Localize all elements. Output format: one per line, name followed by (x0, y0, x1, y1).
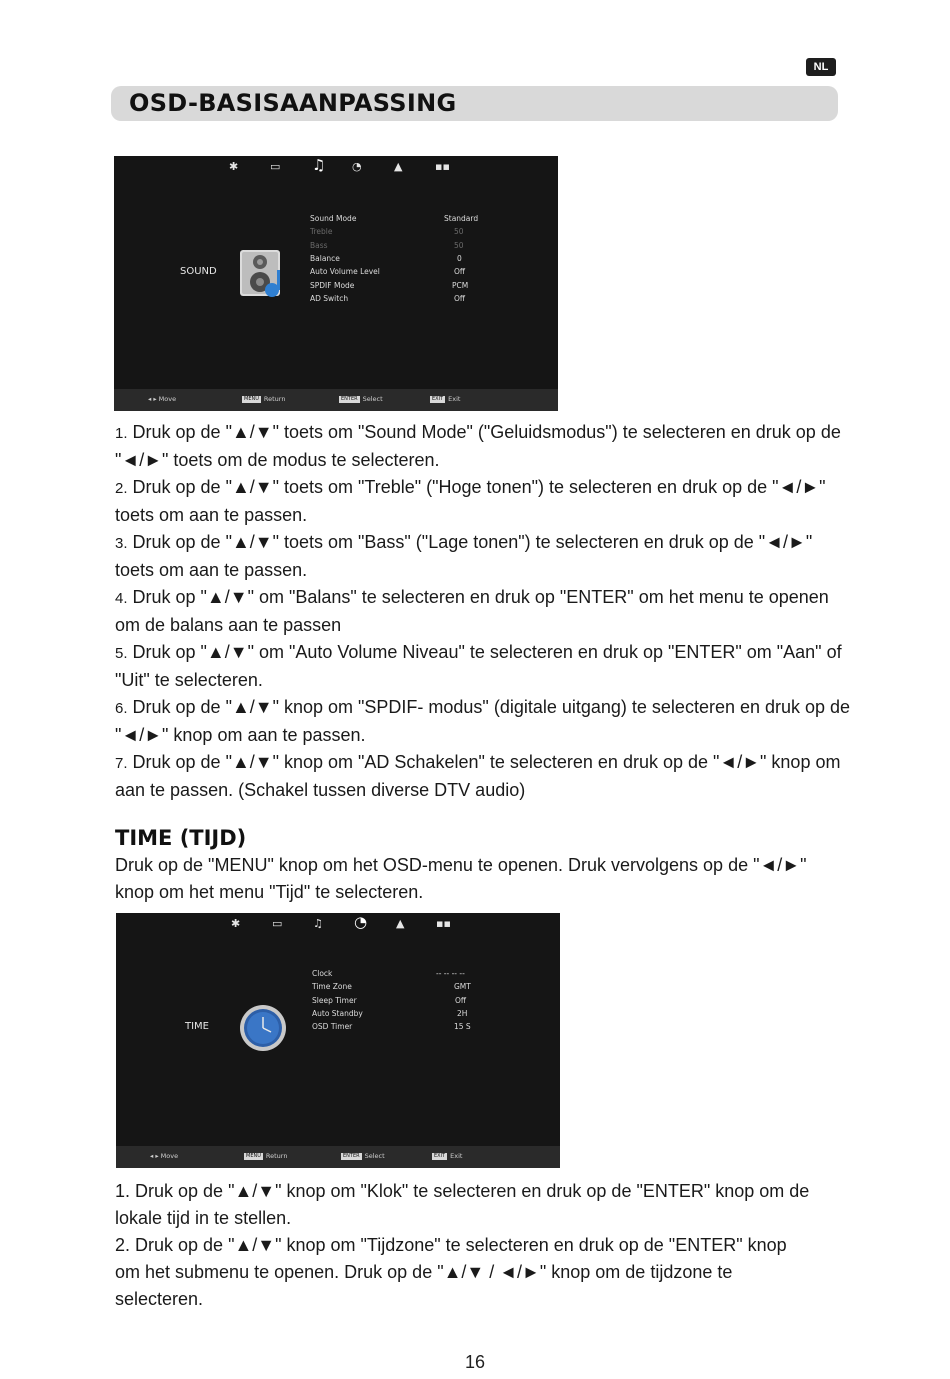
screen-icon: ▭ (272, 917, 283, 930)
menu-row-clock[interactable] (116, 969, 560, 982)
instruction-step: 2. Druk op de "▲/▼" knop om "Tijdzone" te selecteren en druk op de "ENTER" knop om het submenu te openen. Druk op de "▲/▼ / ◄/►" knop om de tijdzone te selecteren. (115, 1235, 787, 1309)
time-section-intro: Druk op de "MENU" knop om het OSD-menu te openen. Druk vervolgens op de "◄/►" knop om het menu "Tijd" te selecteren. (115, 855, 807, 902)
row-label: OSD Timer (312, 1022, 353, 1031)
row-value: 50 (454, 241, 464, 250)
osd-tab-bar (116, 913, 560, 935)
row-value: -- -- -- -- (436, 969, 465, 978)
menu-row-balance[interactable] (114, 254, 558, 267)
hint-select: ENTER Select (341, 395, 383, 403)
hint-move: ◂ ▸ Move (150, 1152, 179, 1160)
hint-return: MENU Return (246, 1152, 288, 1160)
language-badge: NL (806, 58, 836, 76)
picture-icon: ✱ (229, 160, 239, 173)
instruction-step: 4. Druk op "▲/▼" om "Balans" te selecteren en druk op "ENTER" om het menu te openen om de balans aan te passen (115, 587, 829, 635)
instruction-step: 1. Druk op de "▲/▼" knop om "Klok" te selecteren en druk op de "ENTER" knop om de lokale tijd in te stellen. (115, 1181, 810, 1228)
instruction-step: 6. Druk op de "▲/▼" knop om "SPDIF- modus" (digitale uitgang) te selecteren en druk op de "◄/►" knop om aan te passen. (115, 697, 851, 745)
hint-exit: EXIT Exit (432, 395, 461, 403)
row-label: Sound Mode (310, 214, 357, 223)
row-value: GMT (454, 982, 471, 991)
apps-grid-icon: ▪▪ (435, 160, 450, 173)
row-value: Standard (444, 214, 479, 223)
hint-select: ENTER Select (343, 1152, 385, 1160)
row-value: 50 (454, 227, 464, 236)
row-label: Auto Volume Level (310, 267, 380, 276)
osd-menu-name: SOUND (180, 266, 217, 277)
enter-key-icon: ENTER (341, 395, 358, 402)
row-label: Auto Standby (312, 1009, 363, 1018)
row-label: Bass (310, 241, 328, 250)
section-title-bar (111, 86, 838, 121)
page-title: OSD-BASISAANPASSING (129, 89, 457, 117)
instruction-step: 5. Druk op "▲/▼" om "Auto Volume Niveau" te selecteren en druk op "ENTER" om "Aan" of "Uit" te selecteren. (115, 642, 842, 690)
move-arrows-icon: ◂ ▸ (148, 395, 159, 403)
row-label: Treble (310, 227, 333, 236)
page-number: 16 (464, 1352, 486, 1372)
row-value: Off (455, 996, 467, 1005)
enter-key-icon: ENTER (343, 1152, 360, 1159)
instruction-step: 2. Druk op de "▲/▼" toets om "Treble" ("Hoge tonen") te selecteren en druk op de "◄/►" toets om aan te passen. (115, 477, 826, 525)
music-note-icon: ♫ (312, 156, 326, 174)
instruction-step: 1. Druk op de "▲/▼" toets om "Sound Mode" ("Geluidsmodus") te selecteren en druk op de "◄/►" toets om de modus te selecteren. (115, 422, 841, 470)
menu-row-treble[interactable] (114, 227, 558, 240)
exit-key-icon: EXIT (434, 1152, 446, 1159)
row-label: Clock (312, 969, 333, 978)
hint-exit: EXIT Exit (434, 1152, 463, 1160)
menu-row-sound-mode[interactable] (114, 214, 558, 227)
instruction-step: 7. Druk op de "▲/▼" knop om "AD Schakelen" te selecteren en druk op de "◄/►" knop om aan te passen. (Schakel tussen diverse DTV audio) (115, 752, 841, 800)
menu-row-auto-standby[interactable] (116, 1009, 560, 1022)
menu-row-bass[interactable] (114, 241, 558, 254)
lock-icon: ▲ (396, 917, 405, 930)
row-label: AD Switch (310, 294, 349, 303)
row-label: Time Zone (312, 982, 352, 991)
screen-icon: ▭ (270, 160, 281, 173)
menu-row-auto-volume-level[interactable] (114, 267, 558, 280)
menu-row-osd-timer[interactable] (116, 1022, 560, 1035)
osd-menu-name: TIME (185, 1021, 210, 1032)
time-section-heading: TIME (TIJD) (115, 826, 247, 850)
menu-key-icon: MENU (246, 1152, 261, 1159)
row-value: 0 (457, 254, 462, 263)
row-label: Sleep Timer (312, 996, 357, 1005)
clock-icon: ◔ (354, 913, 368, 931)
hint-move: ◂ ▸ Move (148, 395, 177, 403)
row-value: 15 S (454, 1022, 471, 1031)
menu-row-ad-switch[interactable] (114, 294, 558, 307)
row-value: Off (454, 294, 466, 303)
osd-footer (116, 1146, 560, 1168)
menu-row-sleep-timer[interactable] (116, 996, 560, 1009)
menu-row-spdif-mode[interactable] (114, 281, 558, 294)
clock-icon: ◔ (352, 160, 362, 173)
osd-footer (114, 389, 558, 411)
music-note-icon: ♫ (313, 917, 323, 930)
time-menu-screenshot (116, 913, 560, 1168)
menu-row-time-zone[interactable] (116, 982, 560, 995)
row-value: 2H (457, 1009, 468, 1018)
row-label: Balance (310, 254, 340, 263)
time-instructions (115, 1178, 815, 1313)
row-value: PCM (452, 281, 469, 290)
exit-key-icon: EXIT (432, 395, 444, 402)
instruction-step: 3. Druk op de "▲/▼" toets om "Bass" ("Lage tonen") te selecteren en druk op de "◄/►" toets om aan te passen. (115, 532, 813, 580)
sound-menu-screenshot (114, 156, 558, 411)
hint-return: MENU Return (244, 395, 286, 403)
apps-grid-icon: ▪▪ (436, 917, 451, 930)
sound-instructions (115, 419, 855, 804)
picture-icon: ✱ (231, 917, 241, 930)
row-label: SPDIF Mode (310, 281, 355, 290)
lock-icon: ▲ (394, 160, 403, 173)
menu-key-icon: MENU (244, 395, 259, 402)
osd-tab-bar (114, 156, 558, 178)
move-arrows-icon: ◂ ▸ (150, 1152, 161, 1160)
row-value: Off (454, 267, 466, 276)
